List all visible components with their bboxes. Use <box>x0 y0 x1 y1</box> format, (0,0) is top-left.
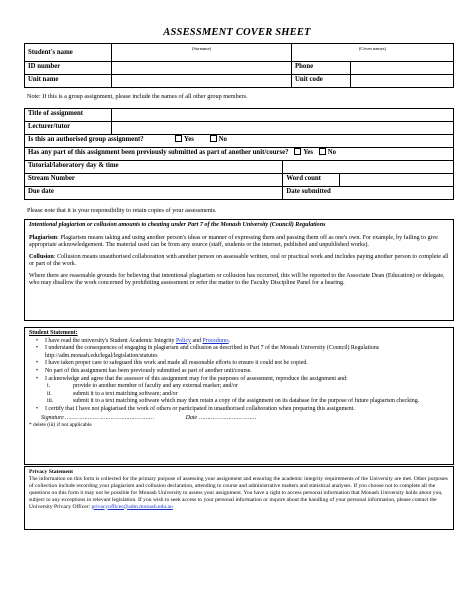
statement-certify: • I certify that I have not plagiarised the work of others or participated in unauthorised collaboration when preparing this assignment. <box>45 406 449 414</box>
statement-acknowledge: • I acknowledge and agree that the assessor of this assignment may for the purposes of assessment, reproduce the assignment and: <box>45 376 449 384</box>
group-yes-label: Yes <box>184 136 194 143</box>
lecturer-field[interactable] <box>112 122 454 135</box>
phone-label: Phone <box>292 62 351 75</box>
surname-hint: (Surname) <box>191 46 212 51</box>
previous-submission-question: Has any part of this assignment been previously submitted as part of another unit/course? <box>28 149 289 156</box>
student-statement-box <box>24 327 454 465</box>
sub-item: iii. submit it to a text matching software which may then retain a copy of the assignment on its database for the purpose of future plagiarism checking. <box>47 398 420 405</box>
signature-row <box>29 415 449 423</box>
date-label: Date <box>185 414 198 421</box>
signature-label: Signature <box>41 414 64 421</box>
assignment-details-table <box>24 108 454 200</box>
privacy-heading: Privacy Statement <box>29 469 73 475</box>
student-name-label: Student's name <box>25 44 112 62</box>
id-number-label: ID number <box>25 62 112 75</box>
plagiarism-box <box>24 219 454 321</box>
plagiarism-heading: Intentional plagiarism or collusion amounts to cheating under Part 7 of the Monash University (Council) Regulations <box>29 222 326 228</box>
delete-note: * delete (iii) if not applicable <box>29 422 92 429</box>
group-note: Note: If this is a group assignment, please include the names of all other group members. <box>27 93 248 100</box>
policy-link[interactable]: Policy <box>175 337 192 344</box>
date-line[interactable]: …………………………… <box>198 414 257 421</box>
statement-sublist <box>29 383 449 406</box>
student-details-table <box>24 43 454 88</box>
previous-submission-row <box>25 148 454 161</box>
surname-field[interactable] <box>112 44 292 62</box>
plagiarism-definition <box>29 235 449 250</box>
assignment-title-label: Title of assignment <box>25 109 112 122</box>
collusion-term: Collusion <box>29 253 54 260</box>
phone-field[interactable] <box>351 62 454 75</box>
collusion-definition <box>29 254 449 269</box>
signature-line[interactable]: …………………………………………… <box>65 414 155 421</box>
date-submitted-label: Date submitted <box>283 187 454 200</box>
unit-code-field[interactable] <box>351 75 454 88</box>
statement-safeguard: • I have taken proper care to safeguard this work and made all reasonable efforts to ensure it could not be copied. <box>45 360 449 368</box>
sub-item: i. provide to another member of faculty and any external marker; and/or <box>47 383 238 390</box>
group-yes-checkbox[interactable] <box>175 135 182 142</box>
statement-consequences: • I understand the consequences of engaging in plagiarism and collusion as described in Part 7 of the Monash University (Council) Regulations http://adm.monash.edu/legal/legislation/statutes <box>45 345 449 360</box>
id-number-field[interactable] <box>112 62 292 75</box>
privacy-email-link[interactable]: privacyofficer@adm.monash.edu.au <box>91 503 173 510</box>
privacy-box <box>24 466 454 530</box>
stream-number-label: Stream Number <box>25 174 283 187</box>
group-no-checkbox[interactable] <box>210 135 217 142</box>
tutorial-field[interactable] <box>283 161 454 174</box>
statement-heading: Student Statement: <box>29 330 78 336</box>
lecturer-label: Lecturer/tutor <box>25 122 112 135</box>
unit-code-label: Unit code <box>292 75 351 88</box>
group-assignment-question: Is this an authorised group assignment? <box>28 136 144 143</box>
statement-no-previous: • No part of this assignment has been previously submitted as part of another unit/course. <box>45 368 449 376</box>
grounds-text: Where there are reasonable grounds for believing that intentional plagiarism or collusion has occurred, this will be reported to the Associate Dean (Education) or delegate, who may disallow the work concerned by prohibiting assessment or refer the matter to the Faculty Discipline Panel for a hearing. <box>29 272 445 286</box>
prev-yes-checkbox[interactable] <box>294 148 301 155</box>
tutorial-label: Tutorial/laboratory day & time <box>25 161 283 174</box>
collusion-text: : Collusion means unauthorised collaboration with another person on assessable written, oral or practical work and includes paying another person to complete all or part of the work. <box>29 253 449 267</box>
unit-name-field[interactable] <box>112 75 292 88</box>
group-assignment-row <box>25 135 454 148</box>
procedures-link[interactable]: Procedures <box>202 337 229 344</box>
plagiarism-text: : Plagiarism means taking and using another person's ideas or manner of expressing them and passing them off as one's own. For example, by failing to give appropriate acknowledgement. The material used can be from any source (staff, students or the internet, published and unpublished works). <box>29 234 438 248</box>
statement-list <box>29 338 449 384</box>
given-names-field[interactable] <box>292 44 454 62</box>
prev-yes-label: Yes <box>303 149 314 156</box>
word-count-label: Word count <box>283 174 340 187</box>
unit-name-label: Unit name <box>25 75 112 88</box>
privacy-text: The information on this form is collected for the primary purpose of assessing your assignment and ensuring the academic integrity requirements of the University are met. Other purposes of collection include recording your plagiarism and collusion declaration, attending to course and administrative matters and statistical analyses. If you choose not to complete all the questions on this form it may not be possible for Monash University to assess your assignment. You have a right to access personal information that Monash University holds about you, subject to any exceptions in relevant legislation. If you wish to seek access to your personal information or inquire about the handling of your personal information, please contact the University Privacy Officer: privacyofficer@adm.monash.edu.au <box>29 475 448 510</box>
sub-item: ii. submit it to a text matching software; and/or <box>47 390 178 397</box>
word-count-field[interactable] <box>340 174 454 187</box>
group-no-label: No <box>218 136 227 143</box>
assignment-title-field[interactable] <box>112 109 454 122</box>
prev-no-checkbox[interactable] <box>319 148 326 155</box>
prev-no-label: No <box>327 149 337 156</box>
plagiarism-term: Plagiarism <box>29 234 58 241</box>
due-date-label: Due date <box>25 187 283 200</box>
page-title: ASSESSMENT COVER SHEET <box>163 27 311 38</box>
statement-policy: • I have read the university's Student Academic Integrity Policy and Procedures. <box>45 338 449 346</box>
retain-note: Please note that it is your responsibility to retain copies of your assessments. <box>27 207 217 214</box>
given-names-hint: (Given names) <box>358 46 387 51</box>
